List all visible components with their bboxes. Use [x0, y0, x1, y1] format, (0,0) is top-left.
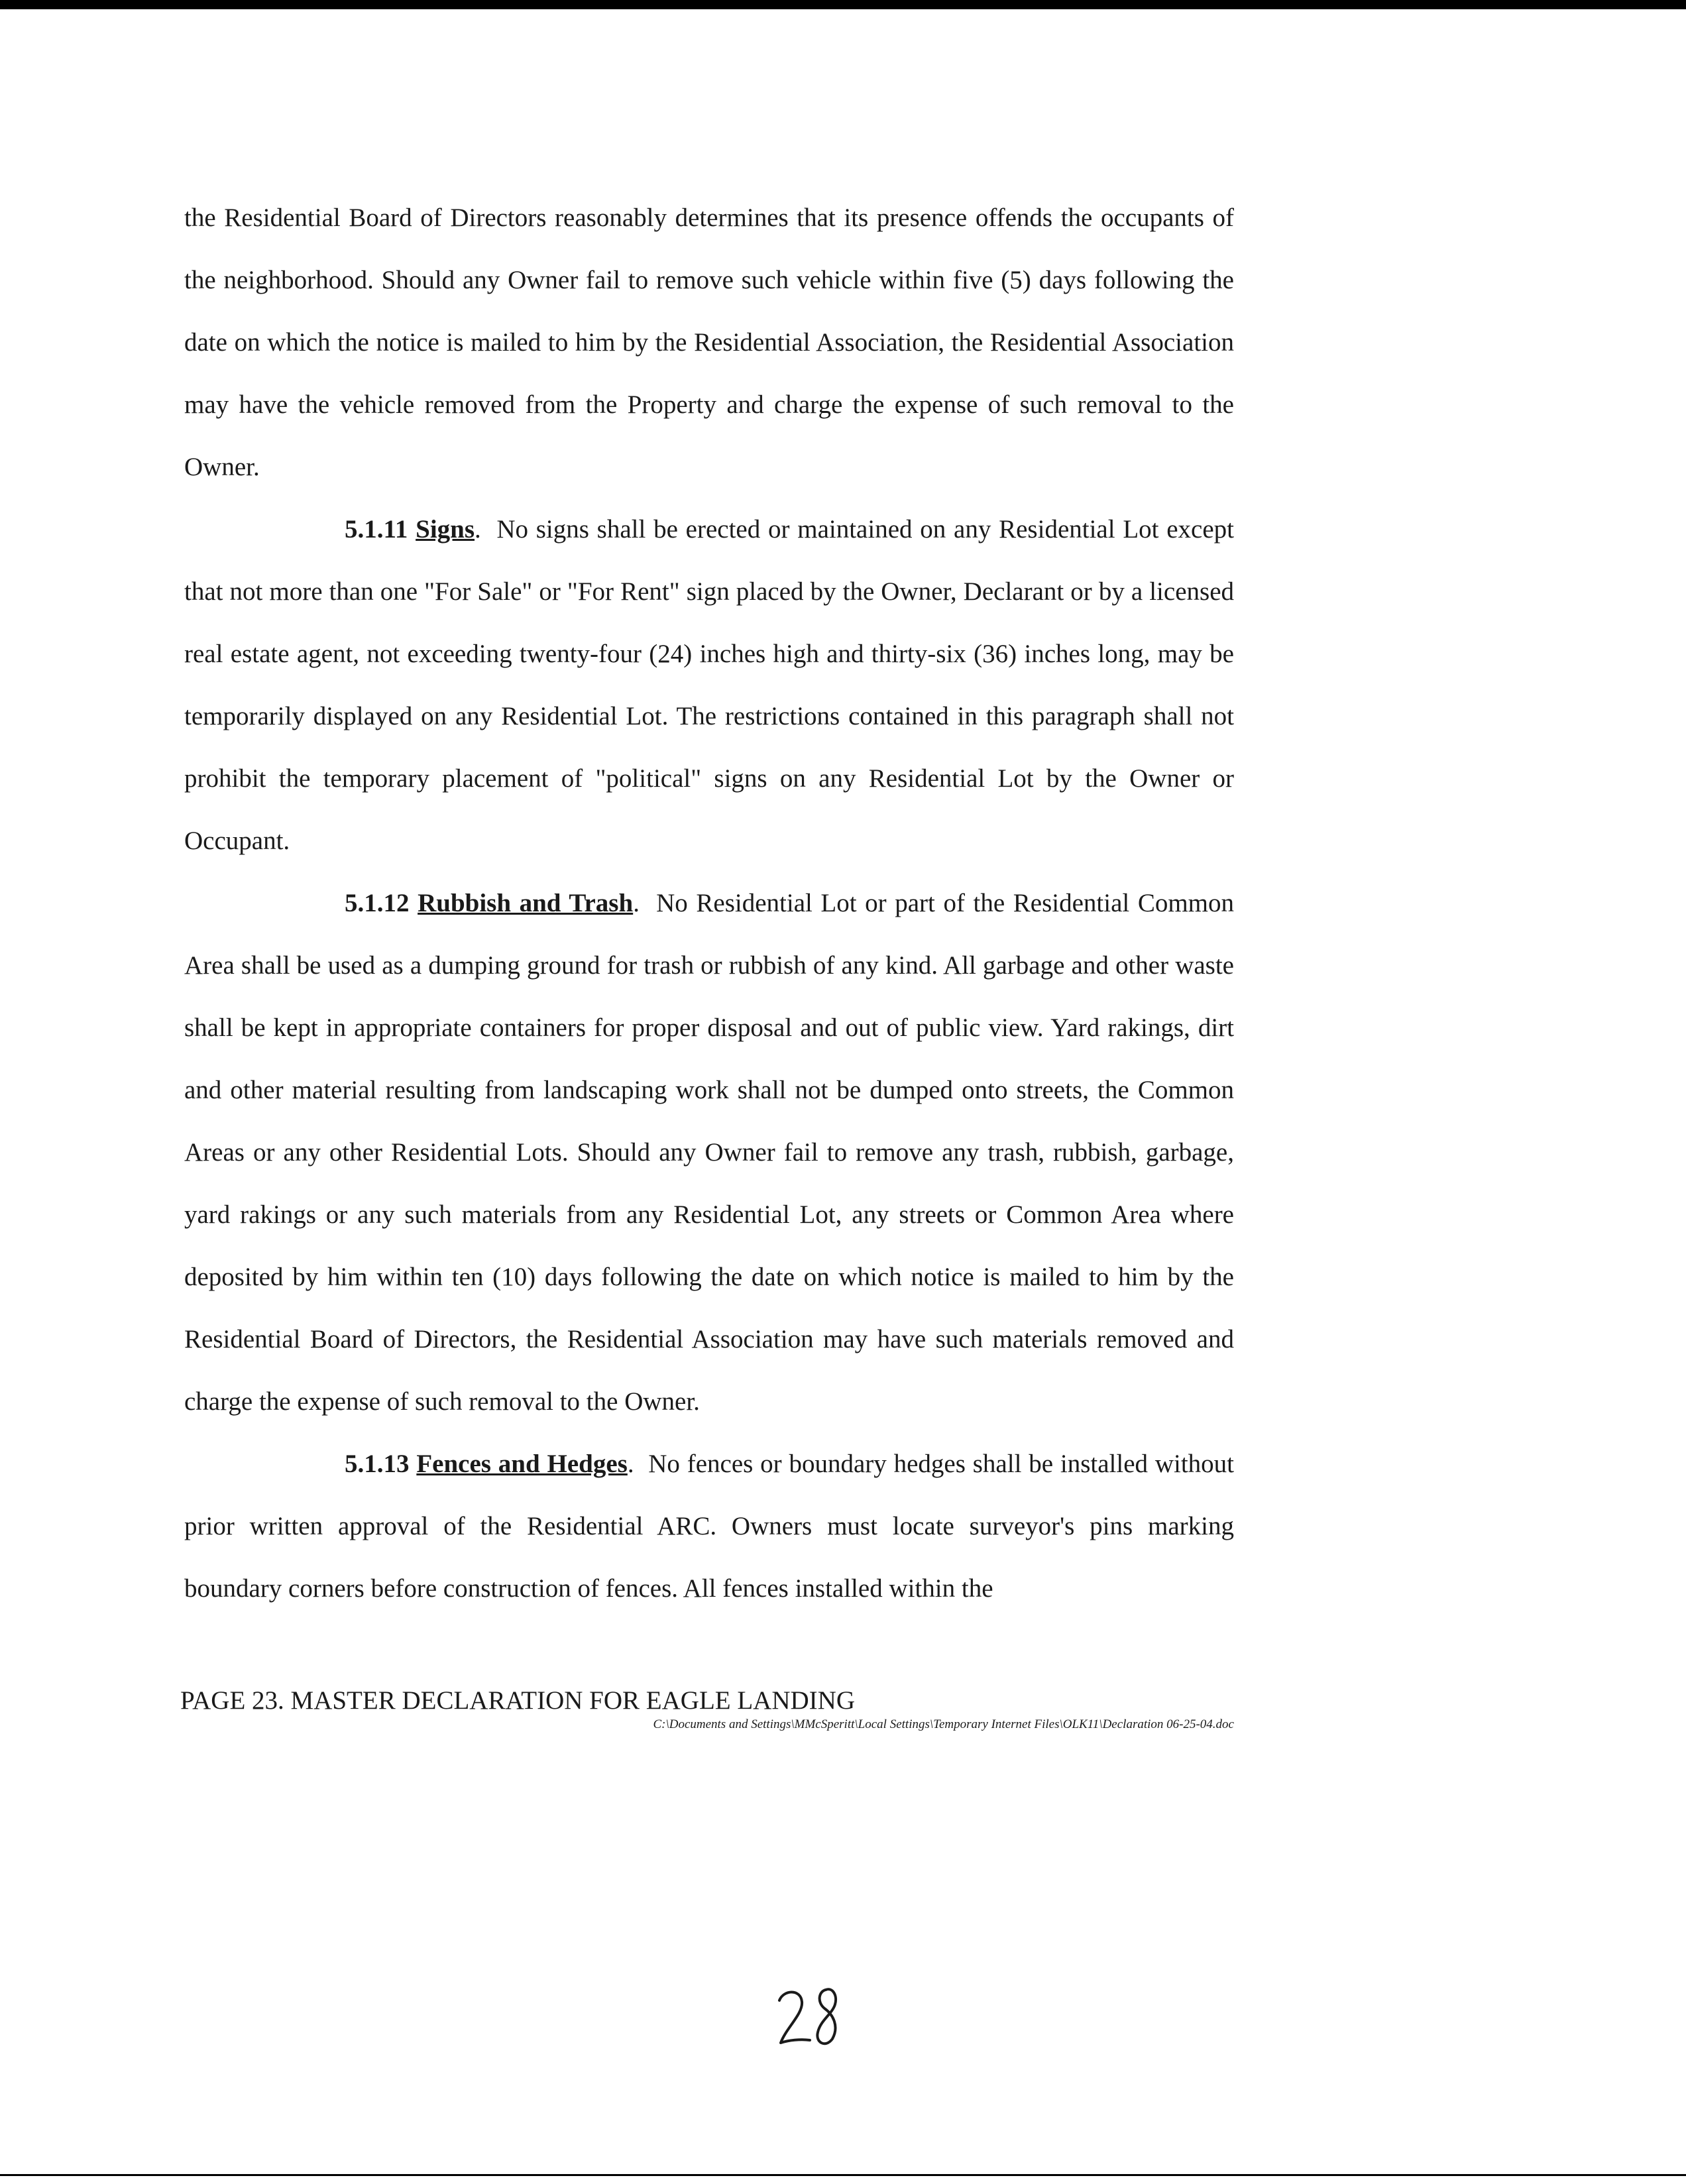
section-number: 5.1.13	[345, 1450, 410, 1478]
scan-bottom-border	[0, 2174, 1686, 2176]
section-5-1-13: 5.1.13 Fences and Hedges. No fences or boundary hedges shall be installed without prior written approval of the Residential ARC. Owners must locate surveyor's pins marking boundary corners before construction of fences. All fences installed within the	[184, 1450, 1235, 1603]
section-5-1-11: 5.1.11 Signs. No signs shall be erected or maintained on any Residential Lot except that not more than one "For Sale" or "For Rent" sign placed by the Owner, Declarant or by a licensed real estate agent, not exceeding twenty-four (24) inches high and thirty-six (36) inches long, may be temporarily displayed on any Residential Lot. The restrictions contained in this paragraph shall not prohibit the temporary placement of "political" signs on any Residential Lot by the Owner or Occupant.	[184, 515, 1235, 855]
section-number: 5.1.12	[345, 889, 410, 917]
section-text: No fences or boundary hedges shall be installed without prior written approval of the Residential ARC. Owners must locate surveyor's pins marking boundary corners before construction of fences. All fences installed within the	[184, 1450, 1235, 1603]
footer-file-path: C:\Documents and Settings\MMcSperitt\Local Settings\Temporary Internet Files\OLK11\Declaration 06-25-04.doc	[653, 1717, 1234, 1731]
section-5-1-12: 5.1.12 Rubbish and Trash. No Residential Lot or part of the Residential Common Area shall be used as a dumping ground for trash or rubbish of any kind. All garbage and other waste shall be kept in appropriate containers for proper disposal and out of public view. Yard rakings, dirt and other material resulting from landscaping work shall not be dumped onto streets, the Common Areas or any other Residential Lots. Should any Owner fail to remove any trash, rubbish, garbage, yard rakings or any such materials from any Residential Lot, any streets or Common Area where deposited by him within ten (10) days following the date on which notice is mailed to him by the Residential Board of Directors, the Residential Association may have such materials removed and charge the expense of such removal to the Owner.	[184, 889, 1235, 1416]
footer-title: PAGE 23. MASTER DECLARATION FOR EAGLE LANDING	[180, 1686, 855, 1715]
handwritten-page-number	[774, 1982, 854, 2058]
section-text: No Residential Lot or part of the Residential Common Area shall be used as a dumping ground for trash or rubbish of any kind. All garbage and other waste shall be kept in appropriate containers for proper disposal and out of public view. Yard rakings, dirt and other material resulting from landscaping work shall not be dumped onto streets, the Common Areas or any other Residential Lots. Should any Owner fail to remove any trash, rubbish, garbage, yard rakings or any such materials from any Residential Lot, any streets or Common Area where deposited by him within ten (10) days following the date on which notice is mailed to him by the Residential Board of Directors, the Residential Association may have such materials removed and charge the expense of such removal to the Owner.	[184, 889, 1235, 1416]
section-number: 5.1.11	[345, 515, 408, 544]
scan-top-border	[0, 0, 1686, 9]
section-title: Signs	[416, 515, 475, 544]
page-footer	[180, 1686, 1234, 1733]
section-title: Fences and Hedges	[416, 1450, 628, 1478]
section-title: Rubbish and Trash	[418, 889, 634, 917]
handwritten-28-icon	[774, 1982, 854, 2055]
paragraph-continuation: the Residential Board of Directors reasonably determines that its presence offends the occupants of the neighborhood. Should any Owner fail to remove such vehicle within five (5) days following the date on which the notice is mailed to him by the Residential Association, the Residential Association may have the vehicle removed from the Property and charge the expense of such removal to the Owner.	[184, 203, 1234, 481]
document-body	[184, 187, 1234, 1620]
section-text: No signs shall be erected or maintained on any Residential Lot except that not more than one "For Sale" or "For Rent" sign placed by the Owner, Declarant or by a licensed real estate agent, not exceeding twenty-four (24) inches high and thirty-six (36) inches long, may be temporarily displayed on any Residential Lot. The restrictions contained in this paragraph shall not prohibit the temporary placement of "political" signs on any Residential Lot by the Owner or Occupant.	[184, 515, 1235, 855]
